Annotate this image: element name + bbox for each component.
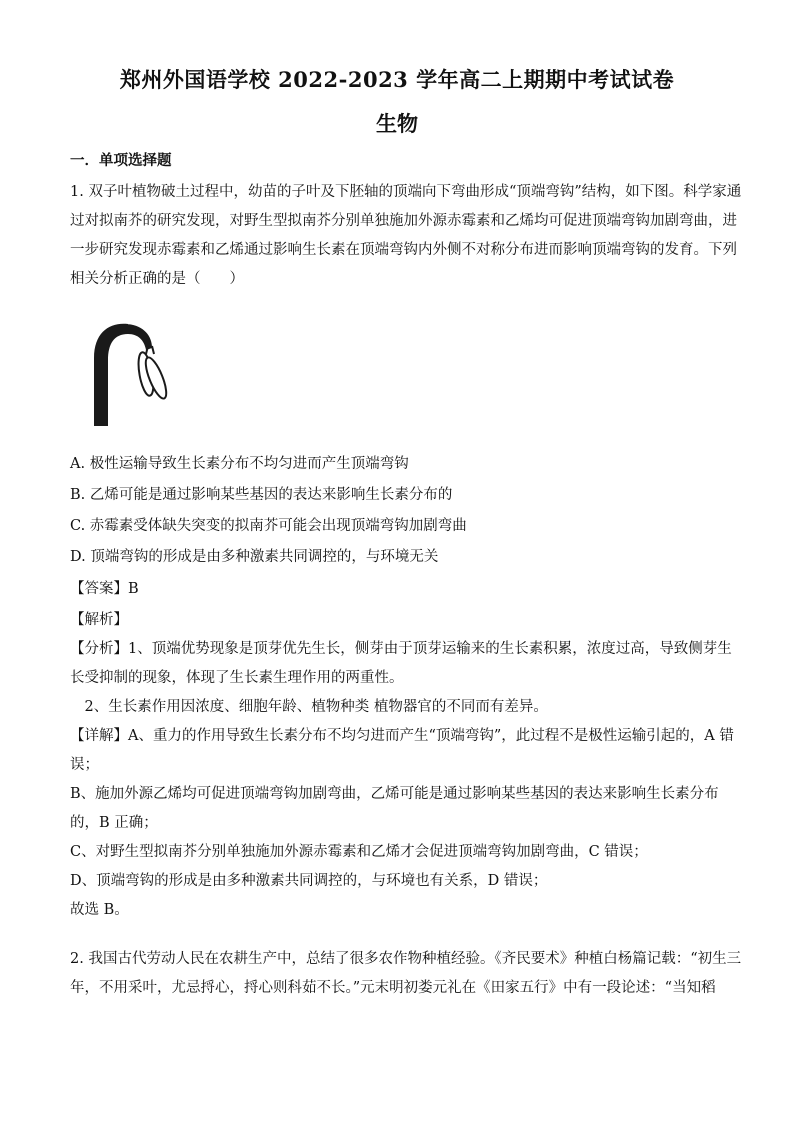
analysis-line: 【详解】A、重力的作用导致生长素分布不均匀进而产生“顶端弯钩”，此过程不是极性运输引起的，A 错 — [70, 728, 734, 744]
question-1-stem — [70, 178, 742, 294]
question-2-line: 2. 我国古代劳动人民在农耕生产中，总结了很多农作物种植经验。《齐民要术》种植白杨篇记载：“初生三 — [70, 951, 742, 967]
analysis-line: 长受抑制的现象，体现了生长素生理作用的两重性。 — [70, 670, 404, 686]
apical-hook-figure — [88, 318, 168, 426]
option-d: D. 顶端弯钩的形成是由多种激素共同调控的，与环境无关 — [70, 549, 439, 565]
question-2-stem — [70, 945, 742, 1003]
answer-line: 【答案】B — [70, 581, 139, 597]
option-a: A. 极性运输导致生长素分布不均匀进而产生顶端弯钩 — [70, 456, 409, 472]
option-b: B. 乙烯可能是通过影响某些基因的表达来影响生长素分布的 — [70, 487, 453, 503]
analysis-line: B、施加外源乙烯均可促进顶端弯钩加剧弯曲，乙烯可能是通过影响某些基因的表达来影响生长素分布 — [70, 786, 719, 802]
question-1-line: 相关分析正确的是（ ） — [70, 271, 244, 287]
analysis-heading: 【解析】 — [70, 612, 128, 628]
section-heading: 一．单项选择题 — [70, 152, 172, 169]
subject-heading: 生物 — [376, 111, 418, 136]
option-c: C. 赤霉素受体缺失突变的拟南芥可能会出现顶端弯钩加剧弯曲 — [70, 518, 467, 534]
analysis-line: 的，B 正确； — [70, 815, 158, 831]
page-title: 郑州外国语学校 2022-2023 学年高二上期期中考试试卷 — [119, 67, 675, 92]
analysis-line: C、对野生型拟南芥分别单独施加外源赤霉素和乙烯才会促进顶端弯钩加剧弯曲，C 错误； — [70, 844, 648, 860]
question-1-line: 1. 双子叶植物破土过程中，幼苗的子叶及下胚轴的顶端向下弯曲形成“顶端弯钩”结构，如下图。科学家通 — [70, 184, 742, 200]
analysis-line: D、顶端弯钩的形成是由多种激素共同调控的，与环境也有关系，D 错误； — [70, 873, 548, 889]
question-1-line: 一步研究发现赤霉素和乙烯通过影响生长素在顶端弯钩内外侧不对称分布进而影响顶端弯钩的发育。下列 — [70, 242, 737, 258]
analysis-line: 2、生长素作用因浓度、细胞年龄、植物种类 植物器官的不同而有差异。 — [70, 699, 548, 715]
analysis-body — [70, 635, 734, 925]
analysis-line: 误； — [70, 757, 99, 773]
question-2-line: 年，不用采叶，尤忌捋心，捋心则科茹不长。”元末明初娄元礼在《田家五行》中有一段论述：“当知稻 — [70, 980, 716, 996]
analysis-line: 故选 B。 — [70, 902, 129, 918]
question-1-line: 过对拟南芥的研究发现，对野生型拟南芥分别单独施加外源赤霉素和乙烯均可促进顶端弯钩加剧弯曲，进 — [70, 213, 737, 229]
analysis-line: 【分析】1、顶端优势现象是顶芽优先生长，侧芽由于顶芽运输来的生长素积累，浓度过高，导致侧芽生 — [70, 641, 732, 657]
